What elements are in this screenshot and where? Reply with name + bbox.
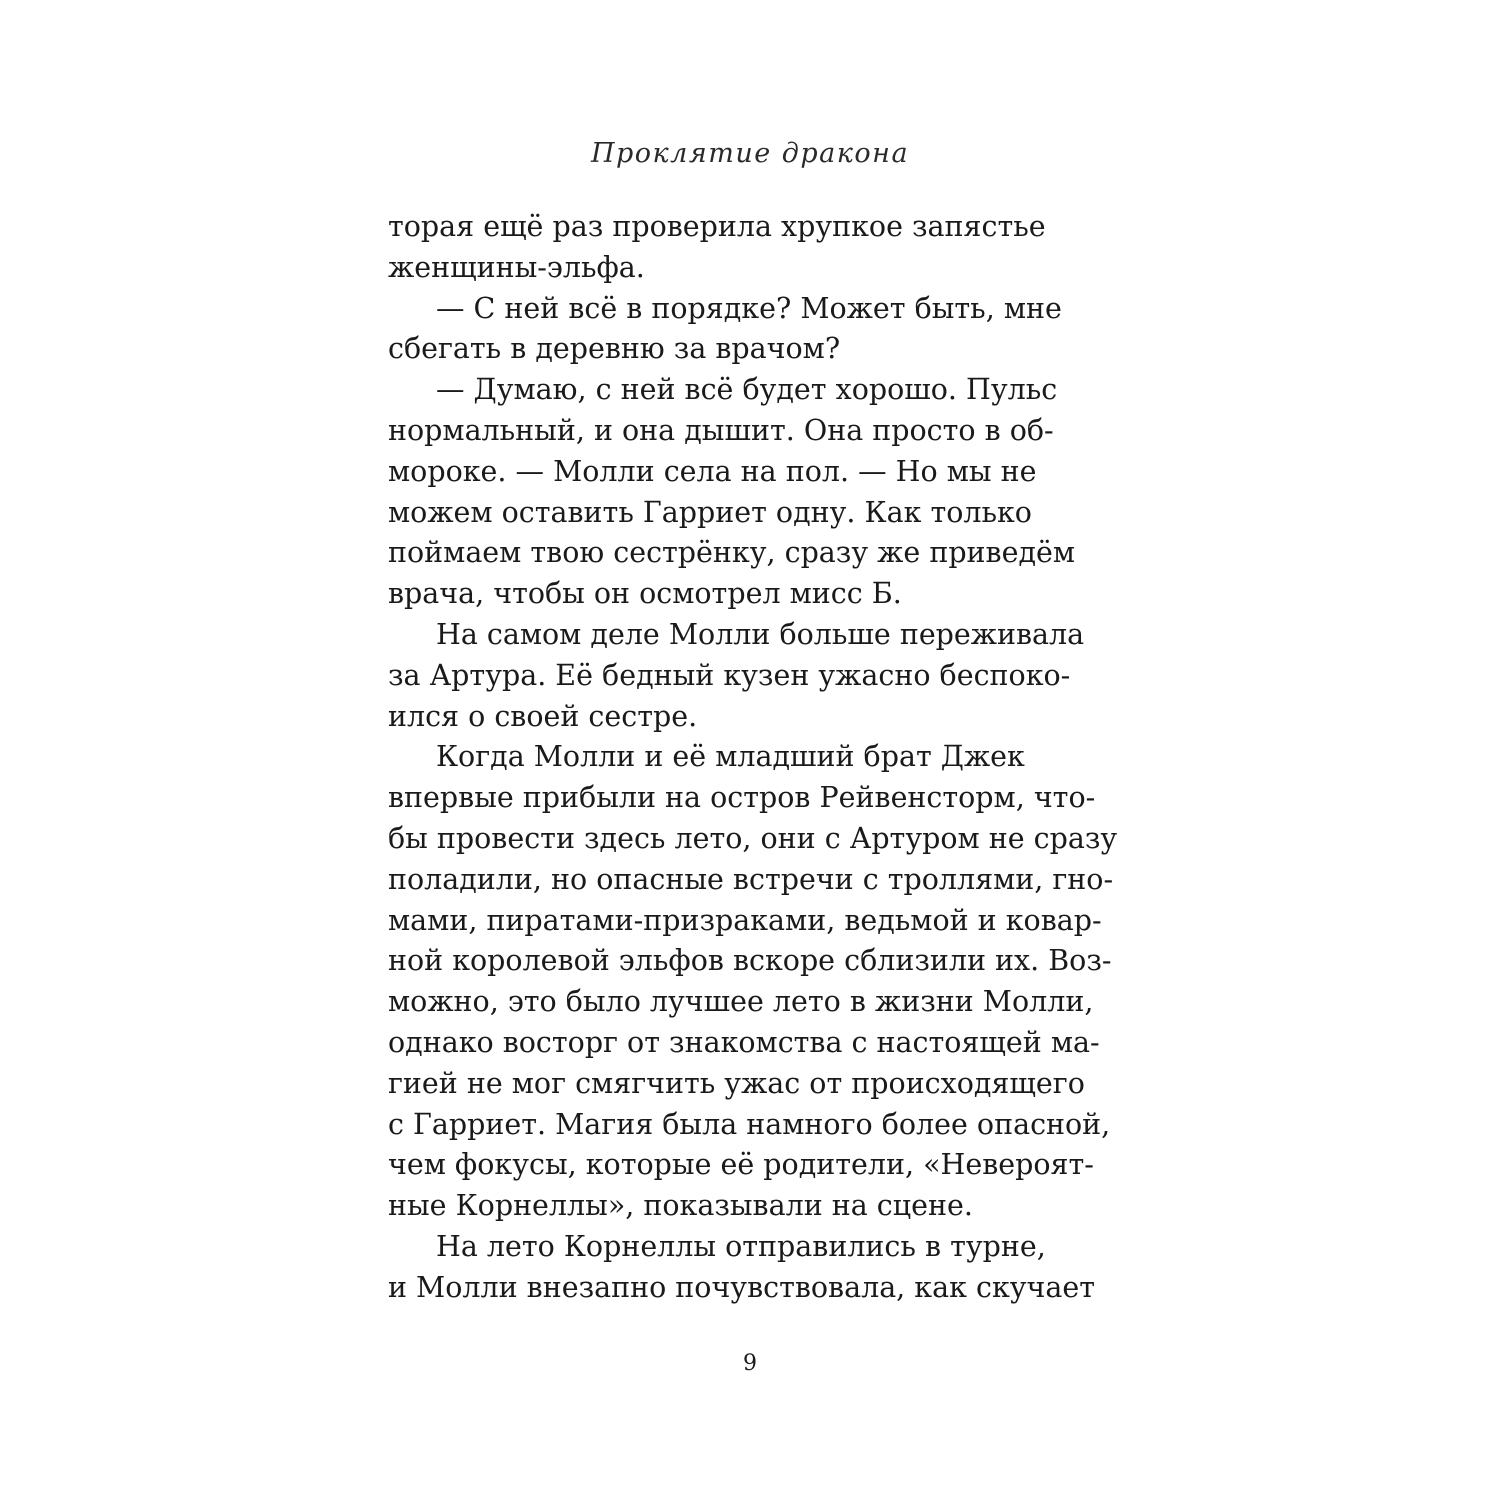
- text-line: гией не мог смягчить ужас от происходящего: [388, 1066, 1085, 1100]
- running-header: Проклятие дракона: [590, 138, 910, 169]
- text-line: можем оставить Гарриет одну. Как только: [388, 495, 1032, 529]
- text-line: за Артура. Её бедный кузен ужасно беспоко-: [388, 658, 1071, 692]
- text-line: с Гарриет. Магия была намного более опасной,: [388, 1107, 1111, 1141]
- text-line: На лето Корнеллы отправились в турне,: [436, 1229, 1046, 1263]
- text-line: сбегать в деревню за врачом?: [388, 332, 841, 366]
- text-line: впервые прибыли на остров Рейвенсторм, что-: [388, 781, 1096, 815]
- text-line: врача, чтобы он осмотрел мисс Б.: [388, 577, 902, 611]
- text-line: ной королевой эльфов вскоре сблизили их. Воз-: [388, 944, 1112, 978]
- text-line: торая ещё раз проверила хрупкое запястье: [388, 210, 1046, 243]
- text-line: Когда Молли и её младший брат Джек: [436, 740, 1025, 774]
- text-line: — Думаю, с ней всё будет хорошо. Пульс: [436, 373, 1058, 407]
- text-line: и Молли внезапно почувствовала, как скучает: [388, 1270, 1095, 1304]
- text-line: нормальный, и она дышит. Она просто в об-: [388, 413, 1054, 447]
- text-line: поладили, но опасные встречи с троллями, гно-: [388, 862, 1114, 896]
- text-line: поймаем твою сестрёнку, сразу же приведём: [388, 536, 1076, 570]
- text-line: женщины-эльфа.: [388, 250, 645, 284]
- text-line: мороке. — Молли села на пол. — Но мы не: [388, 454, 1037, 488]
- text-line: можно, это было лучшее лето в жизни Молли,: [388, 985, 1094, 1019]
- text-line: ные Корнеллы», показывали на сцене.: [388, 1189, 973, 1223]
- text-line: На самом деле Молли больше переживала: [436, 617, 1085, 651]
- text-line: ился о своей сестре.: [388, 699, 698, 733]
- text-line: — С ней всё в порядке? Может быть, мне: [436, 291, 1062, 325]
- body-text: [388, 207, 1118, 1309]
- text-line: однако восторг от знакомства с настоящей ма-: [388, 1025, 1100, 1059]
- text-line: чем фокусы, которые её родители, «Невероят-: [388, 1148, 1094, 1182]
- text-line: бы провести здесь лето, они с Артуром не сразу: [388, 821, 1118, 855]
- text-line: мами, пиратами-призраками, ведьмой и ковар-: [388, 903, 1102, 937]
- page-number: 9: [743, 1351, 757, 1376]
